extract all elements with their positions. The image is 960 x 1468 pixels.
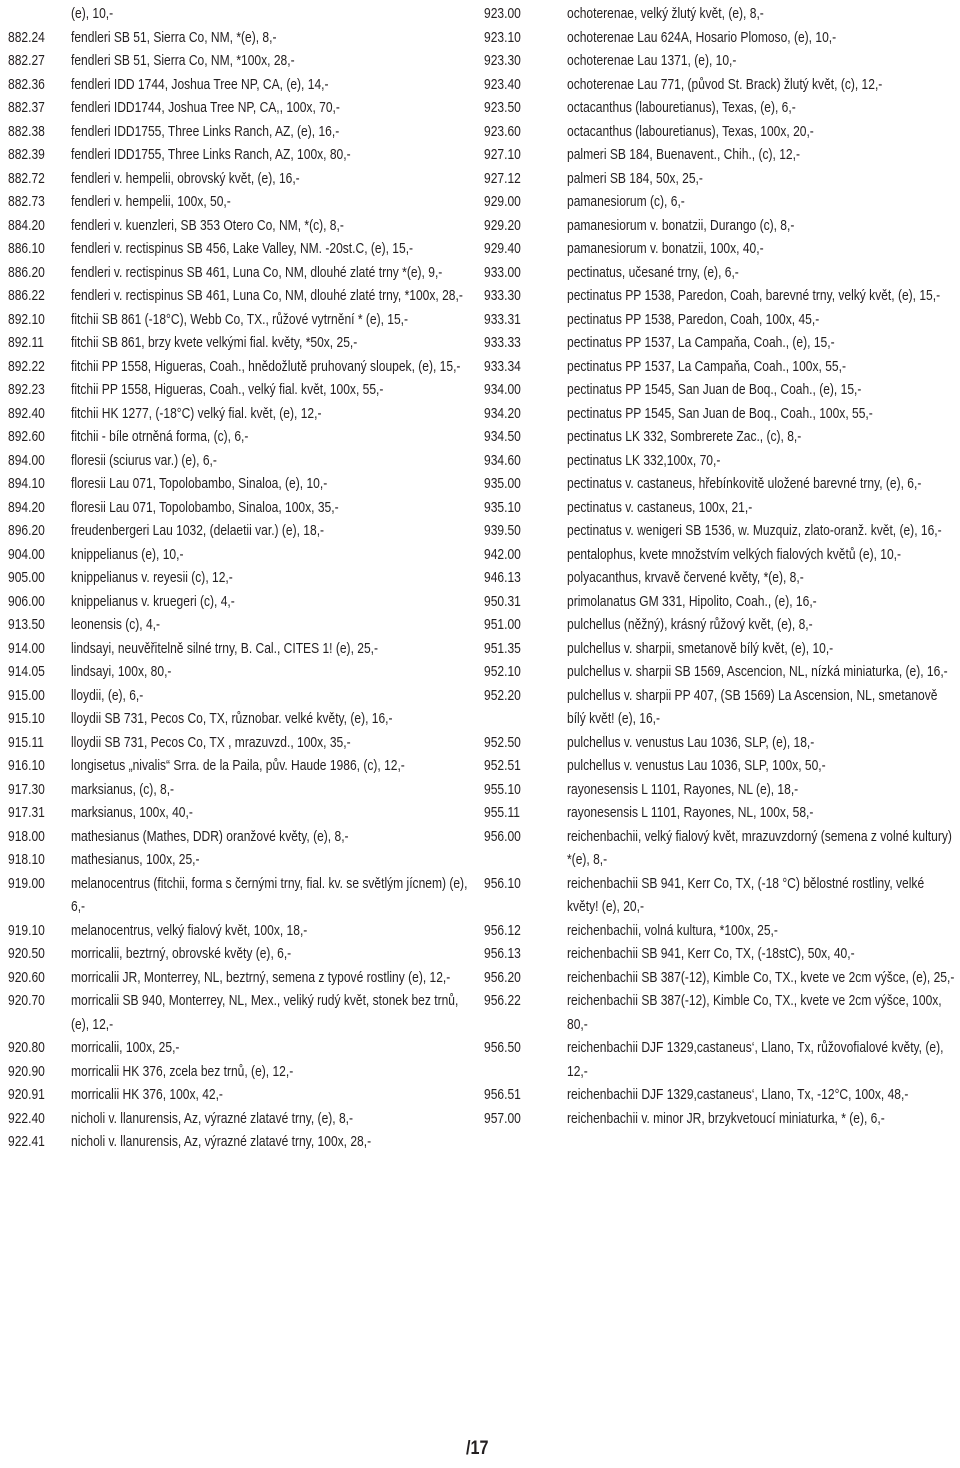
catalog-number: 882.38 xyxy=(8,123,45,140)
catalog-entry xyxy=(8,262,468,286)
catalog-description: pulchellus (něžný), krásný růžový květ, (e), 8,- xyxy=(567,617,813,633)
catalog-entry xyxy=(8,1084,468,1108)
catalog-entry xyxy=(484,520,956,544)
catalog-description: longisetus „nivalis“ Srra. de la Paila, pův. Haude 1986, (c), 12,- xyxy=(71,758,405,774)
catalog-number: 934.00 xyxy=(484,382,521,398)
catalog-number: 929.00 xyxy=(484,194,521,210)
catalog-entry xyxy=(8,826,468,850)
catalog-number: 920.90 xyxy=(8,1063,45,1080)
catalog-entry xyxy=(8,285,468,309)
catalog-entry xyxy=(484,873,956,920)
catalog-description: rayonesensis L 1101, Rayones, NL, 100x, 58,- xyxy=(567,805,814,821)
catalog-description: fendleri SB 51, Sierra Co, NM, *(e), 8,- xyxy=(71,29,277,46)
catalog-description: mathesianus (Mathes, DDR) oranžové květy, (e), 8,- xyxy=(71,828,349,845)
catalog-entry xyxy=(8,638,468,662)
catalog-entry xyxy=(8,356,468,380)
catalog-number: 920.60 xyxy=(8,969,45,986)
catalog-description: lloydii SB 731, Pecos Co, TX , mrazuvzd., 100x, 35,- xyxy=(71,734,351,751)
catalog-number: 956.50 xyxy=(484,1040,521,1056)
catalog-entry xyxy=(8,943,468,967)
catalog-entry xyxy=(8,332,468,356)
catalog-entry xyxy=(484,121,956,145)
catalog-description: nicholi v. llanurensis, Az, výrazné zlatavé trny, (e), 8,- xyxy=(71,1110,354,1127)
catalog-entry xyxy=(8,591,468,615)
catalog-number: 882.27 xyxy=(8,53,45,69)
catalog-entry xyxy=(484,97,956,121)
catalog-description: pulchellus v. sharpii SB 1569, Ascencion, NL, nízká miniaturka, (e), 16,- xyxy=(567,664,948,680)
catalog-entry xyxy=(8,779,468,803)
catalog-number: 882.39 xyxy=(8,147,45,163)
catalog-number: 956.22 xyxy=(484,993,521,1009)
catalog-entry xyxy=(8,403,468,427)
catalog-entry xyxy=(8,191,468,215)
catalog-description: ochoterenae Lau 624A, Hosario Plomoso, (e), 10,- xyxy=(567,29,837,46)
catalog-entry xyxy=(8,802,468,826)
catalog-entry xyxy=(484,168,956,192)
catalog-description: octacanthus (labouretianus), Texas, (e), 6,- xyxy=(567,100,796,116)
catalog-description: melanocentrus (fitchii, forma s černými trny, fial. kv. se světlým jícnem) (e), 6,- xyxy=(71,875,468,915)
catalog-number: 905.00 xyxy=(8,570,45,586)
catalog-entry xyxy=(484,356,956,380)
catalog-description: pectinatus v. castaneus, hřebínkovitě uložené barevné trny, (e), 6,- xyxy=(567,476,922,492)
catalog-entry xyxy=(484,685,956,732)
catalog-number: 933.00 xyxy=(484,264,521,281)
catalog-description: palmeri SB 184, Buenavent., Chih., (c), 12,- xyxy=(567,147,800,163)
catalog-entry xyxy=(484,50,956,74)
catalog-number: 894.10 xyxy=(8,476,45,492)
catalog-description: melanocentrus, velký fialový květ, 100x, 18,- xyxy=(71,922,308,939)
catalog-number: 914.05 xyxy=(8,664,45,680)
catalog-entry xyxy=(8,309,468,333)
catalog-entry xyxy=(484,826,956,873)
catalog-number: 956.13 xyxy=(484,946,521,962)
catalog-column-right xyxy=(484,3,956,1131)
catalog-number: 915.10 xyxy=(8,711,45,727)
catalog-description: knippelianus (e), 10,- xyxy=(71,546,184,563)
catalog-description: pectinatus PP 1537, La Campaňa, Coah., (e), 15,- xyxy=(567,335,835,351)
catalog-entry xyxy=(8,1131,468,1155)
catalog-number: 927.12 xyxy=(484,170,521,187)
catalog-entry xyxy=(8,520,468,544)
catalog-entry xyxy=(8,755,468,779)
catalog-description: freudenbergeri Lau 1032, (delaetii var.) (e), 18,- xyxy=(71,523,325,539)
catalog-description: morricalii JR, Monterrey, NL, beztrný, semena z typové rostliny (e), 12,- xyxy=(71,969,451,986)
catalog-entry xyxy=(484,238,956,262)
catalog-entry xyxy=(484,967,956,991)
catalog-number: 882.73 xyxy=(8,194,45,210)
catalog-description: pulchellus v. sharpii PP 407, (SB 1569) La Ascension, NL, smetanově bílý květ! (e), 16,- xyxy=(567,687,938,727)
catalog-description: pulchellus v. venustus Lau 1036, SLP, 100x, 50,- xyxy=(567,758,826,774)
catalog-entry xyxy=(8,990,468,1037)
catalog-number: 951.35 xyxy=(484,640,521,657)
catalog-entry xyxy=(484,191,956,215)
catalog-entry xyxy=(8,473,468,497)
catalog-description: lloydii, (e), 6,- xyxy=(71,687,144,704)
catalog-entry xyxy=(8,450,468,474)
catalog-entry xyxy=(484,473,956,497)
catalog-entry xyxy=(8,661,468,685)
catalog-description: pamanesiorum v. bonatzii, Durango (c), 8,- xyxy=(567,217,795,234)
catalog-description: reichenbachii, velký fialový květ, mrazuvzdorný (semena z volné kultury) *(e), 8,- xyxy=(567,828,952,868)
catalog-entry xyxy=(484,426,956,450)
catalog-entry xyxy=(484,403,956,427)
catalog-number: 892.23 xyxy=(8,382,45,398)
catalog-entry xyxy=(8,732,468,756)
catalog-number: 934.50 xyxy=(484,429,521,445)
catalog-number: 917.30 xyxy=(8,781,45,798)
catalog-description: fendleri SB 51, Sierra Co, NM, *100x, 28,- xyxy=(71,53,295,69)
catalog-number: 935.00 xyxy=(484,476,521,492)
catalog-description: pectinatus LK 332,100x, 70,- xyxy=(567,452,721,469)
catalog-number: 942.00 xyxy=(484,546,521,563)
catalog-entry xyxy=(8,920,468,944)
catalog-number: 956.00 xyxy=(484,828,521,845)
catalog-entry xyxy=(8,238,468,262)
catalog-entry xyxy=(484,450,956,474)
catalog-number: 946.13 xyxy=(484,570,521,586)
catalog-number: 918.10 xyxy=(8,852,45,868)
catalog-description: fendleri v. rectispinus SB 461, Luna Co, NM, dlouhé zlaté trny *(e), 9,- xyxy=(71,264,443,281)
catalog-description: knippelianus v. kruegeri (c), 4,- xyxy=(71,593,235,610)
catalog-description: pectinatus v. wenigeri SB 1536, w. Muzquiz, zlato-oranž. květ, (e), 16,- xyxy=(567,523,942,539)
catalog-description: reichenbachii SB 941, Kerr Co, TX, (-18 °C) bělostné rostliny, velké květy! (e), 20,- xyxy=(567,875,925,915)
catalog-description: morricalii HK 376, zcela bez trnů, (e), 12,- xyxy=(71,1063,294,1080)
catalog-entry xyxy=(8,121,468,145)
catalog-description: pectinatus PP 1538, Paredon, Coah, 100x, 45,- xyxy=(567,311,820,328)
catalog-entry xyxy=(484,497,956,521)
catalog-number: 933.34 xyxy=(484,358,521,375)
catalog-number: 884.20 xyxy=(8,217,45,234)
catalog-description: pamanesiorum (c), 6,- xyxy=(567,194,685,210)
catalog-entry xyxy=(8,497,468,521)
catalog-number: 896.20 xyxy=(8,523,45,539)
catalog-number: 956.51 xyxy=(484,1087,521,1103)
catalog-number: 886.20 xyxy=(8,264,45,281)
catalog-entry xyxy=(484,802,956,826)
catalog-number: 933.30 xyxy=(484,288,521,304)
catalog-entry xyxy=(484,309,956,333)
catalog-entry xyxy=(8,1037,468,1061)
catalog-description: ochoterenae Lau 1371, (e), 10,- xyxy=(567,53,737,69)
catalog-entry xyxy=(484,74,956,98)
catalog-number: 892.11 xyxy=(8,335,44,351)
catalog-description: (e), 10,- xyxy=(71,6,114,22)
catalog-description: primolanatus GM 331, Hipolito, Coah., (e), 16,- xyxy=(567,593,817,610)
catalog-entry xyxy=(8,215,468,239)
catalog-entry xyxy=(8,97,468,121)
catalog-description: floresii (sciurus var.) (e), 6,- xyxy=(71,452,217,469)
catalog-description: pectinatus PP 1538, Paredon, Coah, barevné trny, velký květ, (e), 15,- xyxy=(567,288,941,304)
catalog-description: fendleri v. rectispinus SB 461, Luna Co, NM, dlouhé zlaté trny, *100x, 28,- xyxy=(71,288,463,304)
catalog-number: 894.00 xyxy=(8,452,45,469)
catalog-description: marksianus, 100x, 40,- xyxy=(71,805,193,821)
catalog-number: 915.00 xyxy=(8,687,45,704)
catalog-description: morricalii, beztrný, obrovské květy (e), 6,- xyxy=(71,946,292,962)
catalog-number: 920.50 xyxy=(8,946,45,962)
catalog-entry xyxy=(8,27,468,51)
catalog-entry xyxy=(484,1084,956,1108)
catalog-description: pectinatus LK 332, Sombrerete Zac., (c), 8,- xyxy=(567,429,802,445)
catalog-entry xyxy=(484,262,956,286)
catalog-description: lloydii SB 731, Pecos Co, TX, různobar. velké květy, (e), 16,- xyxy=(71,711,393,727)
catalog-description: pamanesiorum v. bonatzii, 100x, 40,- xyxy=(567,241,764,257)
catalog-number: 886.22 xyxy=(8,288,45,304)
catalog-number: 919.00 xyxy=(8,875,45,892)
catalog-entry xyxy=(484,943,956,967)
catalog-number: 916.10 xyxy=(8,758,45,774)
catalog-entry xyxy=(484,1108,956,1132)
catalog-description: palmeri SB 184, 50x, 25,- xyxy=(567,170,703,187)
catalog-description: pulchellus v. venustus Lau 1036, SLP, (e), 18,- xyxy=(567,734,815,751)
catalog-number: 933.31 xyxy=(484,311,521,328)
catalog-number: 955.10 xyxy=(484,781,521,798)
catalog-number: 952.20 xyxy=(484,687,521,704)
catalog-description: lindsayi, neuvěřitelně silné trny, B. Cal., CITES 1! (e), 25,- xyxy=(71,640,379,657)
catalog-number: 906.00 xyxy=(8,593,45,610)
catalog-entry xyxy=(8,1108,468,1132)
catalog-number: 892.40 xyxy=(8,405,45,422)
catalog-number: 952.51 xyxy=(484,758,521,774)
catalog-description: octacanthus (labouretianus), Texas, 100x, 20,- xyxy=(567,123,814,140)
catalog-number: 939.50 xyxy=(484,523,521,539)
catalog-description: marksianus, (c), 8,- xyxy=(71,781,175,798)
catalog-number: 952.10 xyxy=(484,664,521,680)
catalog-number: 923.30 xyxy=(484,53,521,69)
catalog-description: fendleri v. kuenzleri, SB 353 Otero Co, NM, *(c), 8,- xyxy=(71,217,344,234)
catalog-number: 934.60 xyxy=(484,452,521,469)
catalog-number: 919.10 xyxy=(8,922,45,939)
catalog-entry xyxy=(8,708,468,732)
catalog-entry xyxy=(484,920,956,944)
catalog-description: fendleri v. hempelii, 100x, 50,- xyxy=(71,194,231,210)
catalog-number: 914.00 xyxy=(8,640,45,657)
catalog-entry xyxy=(8,685,468,709)
catalog-number: 956.20 xyxy=(484,969,521,986)
catalog-number: 913.50 xyxy=(8,617,45,633)
catalog-entry xyxy=(484,661,956,685)
catalog-number: 892.10 xyxy=(8,311,45,328)
catalog-entry xyxy=(8,74,468,98)
catalog-description: polyacanthus, krvavě červené květy, *(e), 8,- xyxy=(567,570,804,586)
catalog-number: 923.00 xyxy=(484,6,521,22)
catalog-number: 922.40 xyxy=(8,1110,45,1127)
catalog-description: rayonesensis L 1101, Rayones, NL (e), 18,- xyxy=(567,781,799,798)
catalog-description: pectinatus PP 1537, La Campaňa, Coah., 100x, 55,- xyxy=(567,358,846,375)
catalog-description: fendleri v. hempelii, obrovský květ, (e), 16,- xyxy=(71,170,300,187)
catalog-number: 956.12 xyxy=(484,922,521,939)
catalog-entry xyxy=(8,544,468,568)
catalog-description: reichenbachii SB 941, Kerr Co, TX, (-18stC), 50x, 40,- xyxy=(567,946,855,962)
catalog-description: reichenbachii SB 387(-12), Kimble Co, TX., kvete ve 2cm výšce, (e), 25,- xyxy=(567,969,955,986)
catalog-entry xyxy=(484,567,956,591)
catalog-number: 927.10 xyxy=(484,147,521,163)
catalog-number: 952.50 xyxy=(484,734,521,751)
catalog-description: mathesianus, 100x, 25,- xyxy=(71,852,200,868)
catalog-number: 904.00 xyxy=(8,546,45,563)
catalog-description: fitchii PP 1558, Higueras, Coah., hnědožlutě pruhovaný sloupek, (e), 15,- xyxy=(71,358,461,375)
catalog-description: fendleri v. rectispinus SB 456, Lake Valley, NM. -20st.C, (e), 15,- xyxy=(71,241,414,257)
catalog-description: fitchii PP 1558, Higueras, Coah., velký fial. květ, 100x, 55,- xyxy=(71,382,384,398)
catalog-number: 882.36 xyxy=(8,76,45,93)
catalog-entry xyxy=(484,990,956,1037)
catalog-number: 920.91 xyxy=(8,1087,45,1103)
catalog-entry xyxy=(8,614,468,638)
catalog-entry xyxy=(8,426,468,450)
catalog-entry xyxy=(484,544,956,568)
catalog-entry xyxy=(8,873,468,920)
catalog-entry xyxy=(484,1037,956,1084)
catalog-description: ochoterenae, velký žlutý květ, (e), 8,- xyxy=(567,6,764,22)
catalog-description: knippelianus v. reyesii (c), 12,- xyxy=(71,570,233,586)
catalog-description: floresii Lau 071, Topolobambo, Sinaloa, (e), 10,- xyxy=(71,476,328,492)
catalog-description: reichenbachii v. minor JR, brzykvetoucí miniaturka, * (e), 6,- xyxy=(567,1110,885,1127)
catalog-description: fitchii - bíle otrněná forma, (c), 6,- xyxy=(71,429,249,445)
catalog-description: pectinatus PP 1545, San Juan de Boq., Coah., (e), 15,- xyxy=(567,382,862,398)
catalog-number: 882.24 xyxy=(8,29,45,46)
catalog-description: reichenbachii, volná kultura, *100x, 25,- xyxy=(567,922,778,939)
catalog-entry xyxy=(8,967,468,991)
catalog-number: 882.37 xyxy=(8,100,45,116)
catalog-description: ochoterenae Lau 771, (původ St. Brack) žlutý květ, (c), 12,- xyxy=(567,76,883,93)
catalog-number: 894.20 xyxy=(8,499,45,516)
catalog-description: reichenbachii DJF 1329,castaneus‘, Llano, Tx, -12°C, 100x, 48,- xyxy=(567,1087,909,1103)
catalog-entry xyxy=(484,3,956,27)
catalog-description: pentalophus, kvete množstvím velkých fialových květů (e), 10,- xyxy=(567,546,902,563)
catalog-number: 929.40 xyxy=(484,241,521,257)
catalog-description: pectinatus v. castaneus, 100x, 21,- xyxy=(567,499,753,516)
catalog-number: 922.41 xyxy=(8,1134,45,1150)
catalog-description: fitchii SB 861, brzy kvete velkými fial. květy, *50x, 25,- xyxy=(71,335,358,351)
catalog-number: 923.50 xyxy=(484,100,521,116)
catalog-entry xyxy=(484,285,956,309)
catalog-entry xyxy=(484,332,956,356)
catalog-number: 956.10 xyxy=(484,875,521,892)
catalog-description: nicholi v. llanurensis, Az, výrazné zlatavé trny, 100x, 28,- xyxy=(71,1134,372,1150)
catalog-number: 892.22 xyxy=(8,358,45,375)
catalog-description: morricalii, 100x, 25,- xyxy=(71,1040,180,1056)
catalog-description: fitchii HK 1277, (-18°C) velký fial. květ, (e), 12,- xyxy=(71,405,322,422)
catalog-number: 886.10 xyxy=(8,241,45,257)
catalog-description: morricalii HK 376, 100x, 42,- xyxy=(71,1087,223,1103)
catalog-number: 951.00 xyxy=(484,617,521,633)
catalog-number: 892.60 xyxy=(8,429,45,445)
catalog-description: fendleri IDD 1744, Joshua Tree NP, CA, (e), 14,- xyxy=(71,76,329,93)
catalog-number: 923.60 xyxy=(484,123,521,140)
catalog-entry xyxy=(8,168,468,192)
catalog-number: 934.20 xyxy=(484,405,521,422)
catalog-entry xyxy=(484,27,956,51)
catalog-description: fendleri IDD1755, Three Links Ranch, AZ, 100x, 80,- xyxy=(71,147,351,163)
catalog-description: morricalii SB 940, Monterrey, NL, Mex., veliký rudý květ, stonek bez trnů, (e), 12,- xyxy=(71,993,459,1033)
catalog-number: 923.10 xyxy=(484,29,521,46)
catalog-entry xyxy=(8,849,468,873)
catalog-description: pulchellus v. sharpii, smetanově bílý květ, (e), 10,- xyxy=(567,640,834,657)
catalog-column-left xyxy=(8,3,468,1155)
catalog-number: 923.40 xyxy=(484,76,521,93)
catalog-number: 915.11 xyxy=(8,734,44,751)
catalog-description: reichenbachii DJF 1329,castaneus‘, Llano, Tx, růžovofialové květy, (e), 12,- xyxy=(567,1040,944,1080)
catalog-entry xyxy=(8,50,468,74)
catalog-number: 935.10 xyxy=(484,499,521,516)
catalog-description: fendleri IDD1744, Joshua Tree NP, CA,, 100x, 70,- xyxy=(71,100,340,116)
catalog-description: fitchii SB 861 (-18°C), Webb Co, TX., růžové vytrnění * (e), 15,- xyxy=(71,311,409,328)
catalog-description: fendleri IDD1755, Three Links Ranch, AZ, (e), 16,- xyxy=(71,123,340,140)
catalog-entry xyxy=(484,591,956,615)
catalog-description: reichenbachii SB 387(-12), Kimble Co, TX., kvete ve 2cm výšce, 100x, 80,- xyxy=(567,993,942,1033)
catalog-entry xyxy=(8,379,468,403)
catalog-number: 920.70 xyxy=(8,993,45,1009)
catalog-number: 920.80 xyxy=(8,1040,45,1056)
catalog-number: 950.31 xyxy=(484,593,521,610)
catalog-description: lindsayi, 100x, 80,- xyxy=(71,664,172,680)
catalog-entry xyxy=(8,3,468,27)
catalog-number: 957.00 xyxy=(484,1110,521,1127)
catalog-description: floresii Lau 071, Topolobambo, Sinaloa, 100x, 35,- xyxy=(71,499,339,516)
catalog-entry xyxy=(484,614,956,638)
catalog-description: pectinatus PP 1545, San Juan de Boq., Coah., 100x, 55,- xyxy=(567,405,873,422)
catalog-entry xyxy=(484,379,956,403)
catalog-entry xyxy=(484,215,956,239)
catalog-entry xyxy=(8,1061,468,1085)
catalog-entry xyxy=(484,779,956,803)
catalog-number: 955.11 xyxy=(484,805,520,821)
catalog-number: 917.31 xyxy=(8,805,45,821)
catalog-description: pectinatus, učesané trny, (e), 6,- xyxy=(567,264,739,281)
catalog-entry xyxy=(8,144,468,168)
catalog-description: leonensis (c), 4,- xyxy=(71,617,161,633)
catalog-number: 918.00 xyxy=(8,828,45,845)
catalog-number: 882.72 xyxy=(8,170,45,187)
page-number: /17 xyxy=(466,1438,489,1459)
catalog-number: 933.33 xyxy=(484,335,521,351)
catalog-entry xyxy=(484,144,956,168)
catalog-entry xyxy=(8,567,468,591)
catalog-entry xyxy=(484,755,956,779)
catalog-entry xyxy=(484,732,956,756)
catalog-number: 929.20 xyxy=(484,217,521,234)
catalog-entry xyxy=(484,638,956,662)
